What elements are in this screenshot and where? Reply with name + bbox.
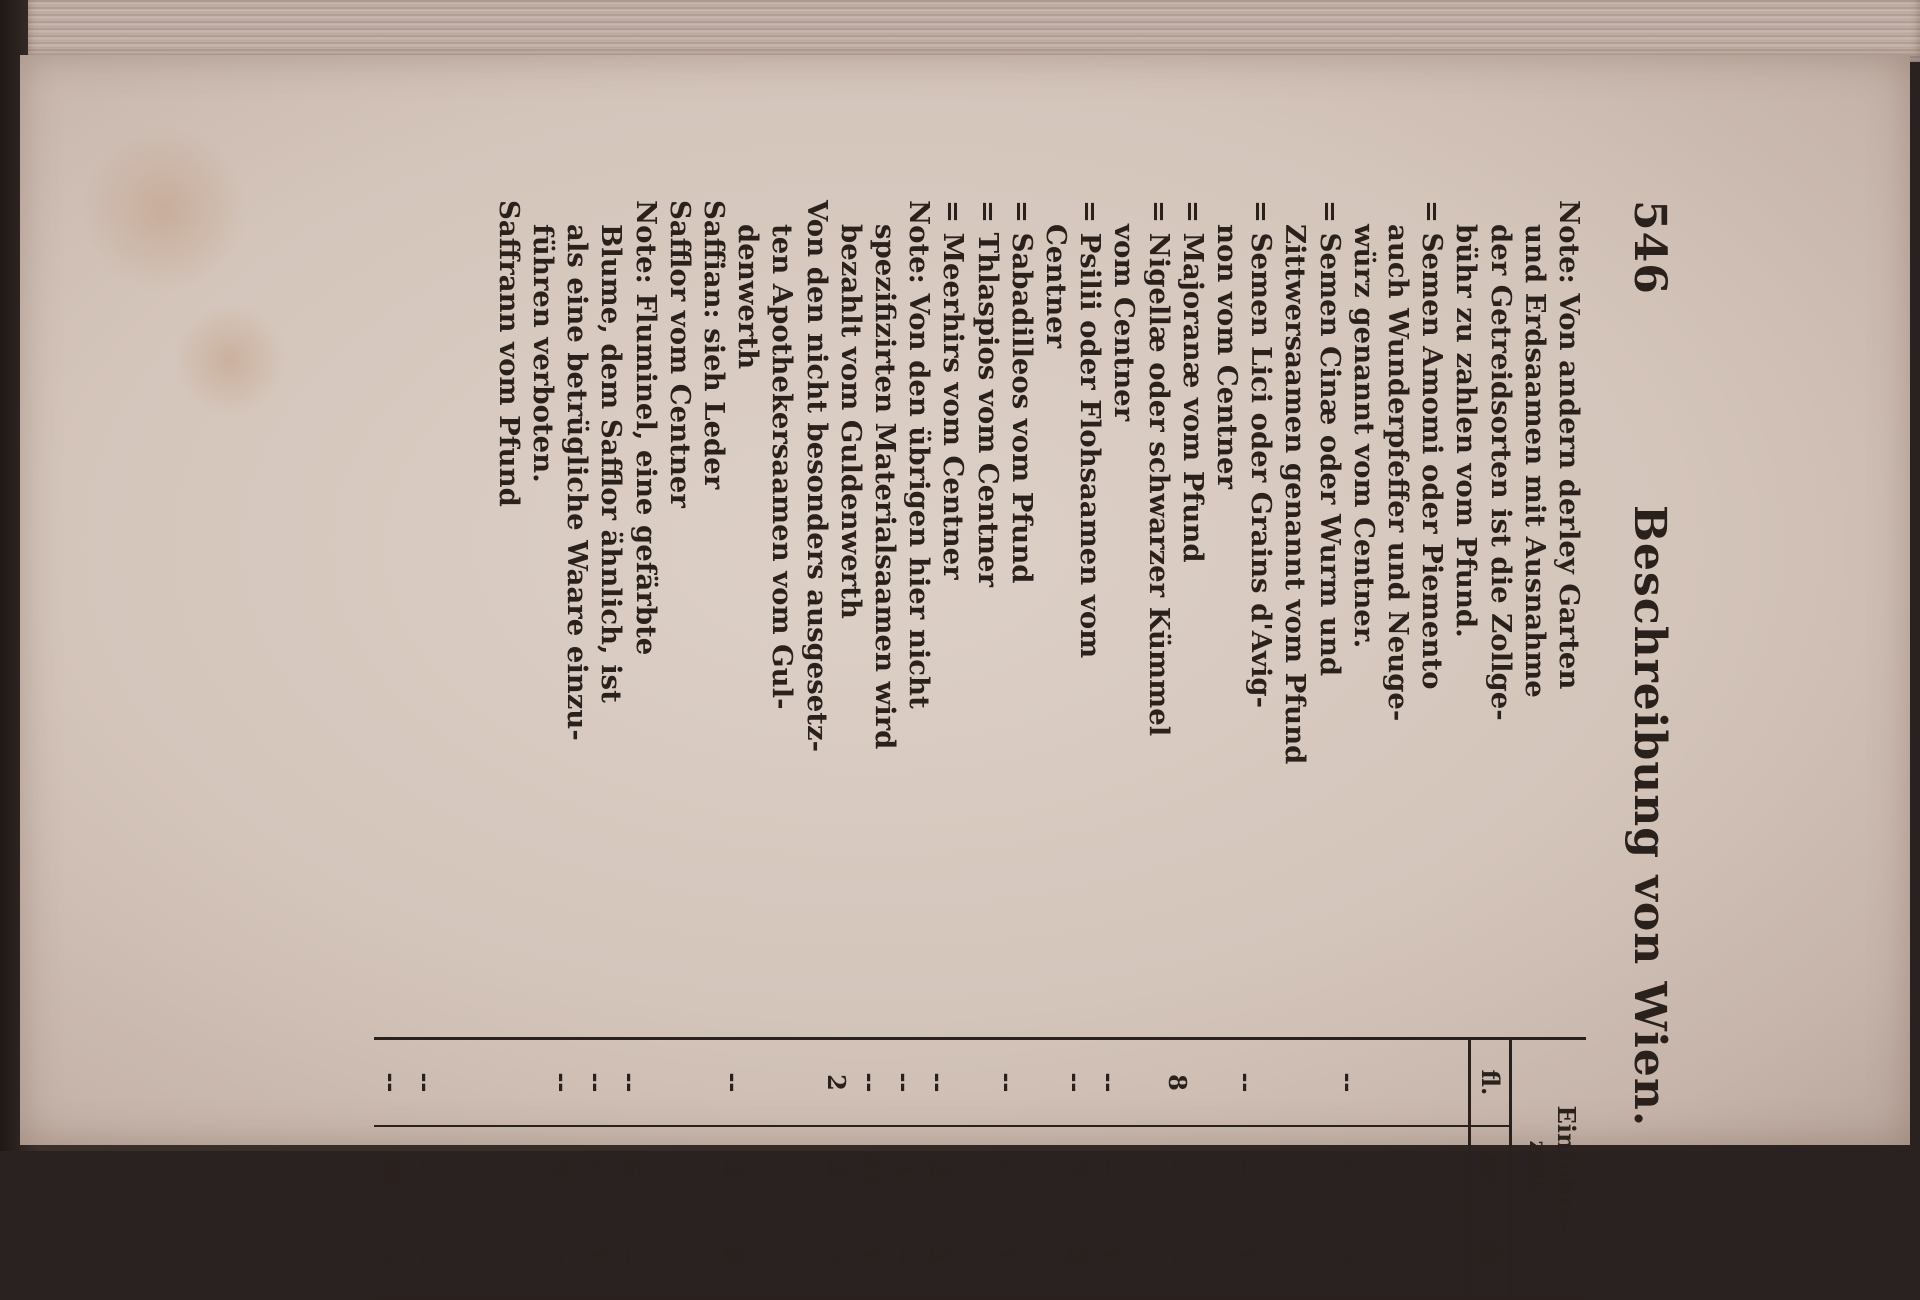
- duty-kr-cell: --: [989, 1125, 1023, 1211]
- duty-dr-cell: 2: [921, 1211, 955, 1297]
- entry-line: = Nigellæ oder schwarzer Kümmel: [1142, 200, 1175, 737]
- duty-dr-cell: --: [887, 1211, 921, 1297]
- duty-fl-cell: [511, 1040, 545, 1124]
- duty-fl-cell: [1126, 1040, 1160, 1124]
- duty-kr-cell: [511, 1125, 545, 1211]
- duty-fl-cell: [442, 1040, 476, 1124]
- duty-fl-cell: [1434, 1040, 1468, 1124]
- duty-row: [750, 1040, 784, 1297]
- duty-kr-cell: [1195, 1125, 1229, 1211]
- duty-fl-cell: --: [890, 1072, 919, 1093]
- duty-row: [853, 1040, 887, 1297]
- duty-dr-cell: 2: [1058, 1211, 1092, 1297]
- entry-continuation-line: als eine betrügliche Waare einzu-: [561, 224, 594, 741]
- entry-line: Saffian: sieh Leder: [697, 200, 730, 490]
- duty-row: [511, 1040, 545, 1297]
- duty-row: [887, 1040, 921, 1297]
- entry-continuation-line: würz genannt vom Centner.: [1347, 224, 1380, 649]
- duty-kr-cell: 4: [887, 1125, 921, 1211]
- entry-continuation-line: denwerth: [732, 224, 765, 370]
- duty-kr-cell: [955, 1125, 989, 1211]
- duty-kr-cell: [1434, 1125, 1468, 1211]
- duty-row: [1400, 1040, 1434, 1297]
- duty-dr-cell: 1: [989, 1211, 1023, 1297]
- duty-kr-cell: [477, 1125, 511, 1211]
- duty-dr-cell: [1434, 1211, 1468, 1297]
- duty-dr-cell: [784, 1211, 818, 1297]
- duty-kr-cell: 2: [921, 1125, 955, 1211]
- running-header: [1620, 200, 1680, 1300]
- duty-row: [1365, 1040, 1399, 1297]
- entry-line: = Semen Lici oder Grains d'Avig-: [1245, 200, 1278, 709]
- duty-row: [442, 1040, 476, 1297]
- duty-dr-cell: --: [408, 1211, 442, 1297]
- duty-kr-cell: 7: [1058, 1125, 1092, 1211]
- entry-line: Von den nicht besonders ausgesetz-: [800, 200, 833, 753]
- duty-dr-cell: 1: [1092, 1211, 1126, 1297]
- duty-dr-cell: 1: [579, 1211, 613, 1297]
- duty-kr-cell: [1263, 1125, 1297, 1211]
- duty-fl-cell: [1263, 1040, 1297, 1124]
- duty-kr-cell: [1400, 1125, 1434, 1211]
- entry-continuation-line: Zittwersaamen genannt vom Pfund: [1279, 224, 1312, 765]
- tariff-entry: [1449, 200, 1586, 1029]
- unit-kr: kr: [1471, 1125, 1509, 1211]
- entry-continuation-line: der Getreidsorten ist die Zollge-: [1484, 224, 1517, 721]
- duty-dr-cell: --: [545, 1211, 579, 1297]
- duty-row: [579, 1040, 613, 1297]
- duty-row: [1160, 1040, 1194, 1297]
- duty-dr-cell: [1126, 1211, 1160, 1297]
- duty-dr-cell: [955, 1211, 989, 1297]
- duty-row: [1263, 1040, 1297, 1297]
- entry-line: = Majoranæ vom Pfund: [1176, 200, 1209, 563]
- running-title: Beschreibung von Wien.: [1624, 504, 1676, 1128]
- duty-row: [1229, 1040, 1263, 1297]
- duty-fl-cell: --: [1095, 1072, 1125, 1093]
- duty-row: [989, 1040, 1023, 1297]
- entry-line: = Semen Amomi oder Piemento: [1416, 200, 1449, 690]
- duty-kr-cell: [1297, 1125, 1331, 1211]
- duty-units-row: [1468, 1040, 1509, 1297]
- tariff-entry: [1210, 200, 1278, 1029]
- duty-dr-cell: [1400, 1211, 1434, 1297]
- duty-row: [648, 1040, 682, 1297]
- entry-continuation-line: auch Wunderpfeffer und Neuge-: [1381, 224, 1414, 722]
- duty-fl-cell: --: [411, 1072, 441, 1093]
- duty-row: [1331, 1040, 1365, 1297]
- duty-fl-cell: [682, 1040, 716, 1124]
- duty-row: [1434, 1040, 1468, 1297]
- duty-dr-cell: [442, 1211, 476, 1297]
- duty-kr-cell: 2: [716, 1125, 750, 1211]
- tariff-entry: [731, 200, 834, 1029]
- page-edges: [28, 0, 1920, 62]
- duty-kr-cell: 2: [818, 1125, 852, 1211]
- duty-kr-cell: --: [579, 1125, 613, 1211]
- duty-kr-cell: 6: [613, 1125, 647, 1211]
- duty-kr-cell: --: [1331, 1125, 1365, 1211]
- duty-dr-cell: [1365, 1211, 1399, 1297]
- duty-fl-cell: [784, 1040, 818, 1124]
- entry-line: Saffrann vom Pfund: [492, 200, 525, 507]
- duty-dr-cell: [511, 1211, 545, 1297]
- duty-fl-cell: --: [582, 1072, 612, 1093]
- duty-fl-cell: --: [855, 1072, 885, 1093]
- duty-dr-cell: [1297, 1211, 1331, 1297]
- entry-continuation-line: und Erdsaamen mit Ausnahme: [1518, 224, 1551, 698]
- duty-kr-cell: --: [1092, 1125, 1126, 1211]
- entry-continuation-line: führen verboten.: [526, 224, 559, 483]
- tariff-entry: [1005, 200, 1039, 1029]
- entry-line: = Thlaspios vom Centner: [971, 200, 1004, 587]
- entry-line: = Semen Cinæ oder Wurm und: [1313, 200, 1346, 677]
- entry-line: Note: Von andern derley Garten: [1553, 200, 1585, 690]
- duty-kr-cell: [784, 1125, 818, 1211]
- duty-fl-cell: [1400, 1040, 1434, 1124]
- duty-rows: [374, 1040, 1468, 1297]
- duty-fl-cell: 2: [821, 1074, 851, 1091]
- entry-line: Safflor vom Centner: [663, 200, 696, 508]
- duty-row: [1126, 1040, 1160, 1297]
- duty-dr-cell: --: [613, 1211, 647, 1297]
- unit-dr: dr: [1471, 1211, 1509, 1297]
- entry-line: = Meerhirs vom Centner: [937, 200, 970, 580]
- duty-fl-cell: [477, 1040, 511, 1124]
- duty-kr-cell: [1126, 1125, 1160, 1211]
- duty-row: [477, 1040, 511, 1297]
- duty-dr-cell: 1: [853, 1211, 887, 1297]
- tariff-entry: [663, 200, 697, 1029]
- entry-line: Note: Fluminel, eine gefärbte: [629, 200, 662, 656]
- tariff-entry: [970, 200, 1004, 1029]
- tariff-entry: [1176, 200, 1210, 1029]
- duty-fl-cell: [648, 1040, 682, 1124]
- duty-fl-cell: [750, 1040, 784, 1124]
- duty-table: [374, 1037, 1586, 1300]
- tariff-entry: [526, 200, 663, 1029]
- duty-fl-cell: --: [1060, 1072, 1090, 1093]
- duty-fl-cell: --: [1231, 1072, 1261, 1093]
- duty-kr-cell: [1024, 1125, 1058, 1211]
- duty-fl-cell: --: [548, 1072, 578, 1093]
- paper-stain: [80, 125, 250, 295]
- duty-row: [408, 1040, 442, 1297]
- entry-line: Note: Von den übrigen hier nicht: [903, 200, 936, 709]
- text-block: [340, 200, 1676, 1270]
- duty-row: [613, 1040, 647, 1297]
- entry-continuation-line: bezahlt vom Guldenwerth: [834, 224, 867, 619]
- duty-fl-cell: [955, 1040, 989, 1124]
- duty-fl-cell: [1195, 1040, 1229, 1124]
- entry-continuation-line: bühr zu zahlen vom Pfund.: [1450, 224, 1483, 638]
- duty-kr-cell: [1365, 1125, 1399, 1211]
- entry-list: [374, 200, 1586, 1029]
- entry-line: = Sabadilleos vom Pfund: [1005, 200, 1038, 584]
- duty-row: [374, 1040, 408, 1297]
- duty-dr-cell: [477, 1211, 511, 1297]
- tariff-entry: [697, 200, 731, 1029]
- duty-fl-cell: [1297, 1040, 1331, 1124]
- duty-kr-cell: [750, 1125, 784, 1211]
- duty-dr-cell: 1: [1229, 1211, 1263, 1297]
- duty-kr-cell: --: [408, 1125, 442, 1211]
- duty-dr-cell: [1024, 1211, 1058, 1297]
- duty-dr-cell: [1263, 1211, 1297, 1297]
- duty-row: [1297, 1040, 1331, 1297]
- entry-continuation-line: non vom Centner: [1210, 224, 1243, 489]
- tariff-entry: [834, 200, 937, 1029]
- duty-fl-cell: --: [924, 1072, 954, 1093]
- tariff-entry: [1278, 200, 1346, 1029]
- entry-continuation-line: ten Apothekersaamen vom Gul-: [766, 224, 799, 710]
- page-number: 546: [1624, 200, 1676, 295]
- duty-table-heading: Einfuhrs- zoll.: [1509, 1040, 1586, 1297]
- duty-dr-cell: [750, 1211, 784, 1297]
- duty-fl-cell: [1365, 1040, 1399, 1124]
- entry-line: = Psilii oder Flohsaamen vom: [1074, 200, 1107, 659]
- duty-row: [1195, 1040, 1229, 1297]
- duty-fl-cell: [1024, 1040, 1058, 1124]
- unit-fl: fl.: [1476, 1069, 1505, 1096]
- duty-row: [545, 1040, 579, 1297]
- duty-row: [784, 1040, 818, 1297]
- duty-fl-cell: --: [1334, 1072, 1364, 1093]
- duty-row: [1024, 1040, 1058, 1297]
- duty-kr-cell: 36: [374, 1125, 408, 1211]
- duty-dr-cell: [1195, 1211, 1229, 1297]
- duty-row: [682, 1040, 716, 1297]
- duty-row: [818, 1040, 852, 1297]
- entry-continuation-line: Blume, dem Safflor ähnlich, ist: [595, 224, 628, 703]
- tariff-entry: [1039, 200, 1107, 1029]
- duty-fl-cell: --: [719, 1072, 749, 1093]
- tariff-entry: [1107, 200, 1175, 1029]
- duty-kr-cell: 9: [545, 1125, 579, 1211]
- duty-kr-cell: [648, 1125, 682, 1211]
- duty-kr-cell: --: [1229, 1125, 1263, 1211]
- tariff-entry: [1347, 200, 1450, 1029]
- duty-dr-cell: --: [374, 1211, 408, 1297]
- duty-dr-cell: --: [818, 1211, 852, 1297]
- duty-fl-cell: 8: [1163, 1074, 1193, 1091]
- duty-fl-cell: --: [992, 1072, 1022, 1093]
- duty-dr-cell: 2: [716, 1211, 750, 1297]
- entry-continuation-line: Centner: [1039, 224, 1072, 349]
- duty-row: [921, 1040, 955, 1297]
- duty-row: [955, 1040, 989, 1297]
- paper-stain: [170, 305, 290, 415]
- duty-kr-cell: [442, 1125, 476, 1211]
- duty-dr-cell: --: [1160, 1211, 1194, 1297]
- duty-fl-cell: --: [616, 1072, 646, 1093]
- tariff-entry: [936, 200, 970, 1029]
- duty-row: [1058, 1040, 1092, 1297]
- duty-dr-cell: --: [1331, 1211, 1365, 1297]
- duty-kr-cell: 24: [853, 1125, 887, 1211]
- duty-row: [1092, 1040, 1126, 1297]
- duty-dr-cell: [682, 1211, 716, 1297]
- entry-continuation-line: vom Centner: [1108, 224, 1141, 422]
- duty-row: [716, 1040, 750, 1297]
- duty-dr-cell: [648, 1211, 682, 1297]
- duty-fl-cell: --: [377, 1072, 407, 1093]
- duty-kr-cell: [682, 1125, 716, 1211]
- entry-continuation-line: spezifizirten Materialsaamen wird: [868, 224, 901, 750]
- duty-kr-cell: --: [1160, 1125, 1194, 1211]
- tariff-entry: [492, 200, 526, 1029]
